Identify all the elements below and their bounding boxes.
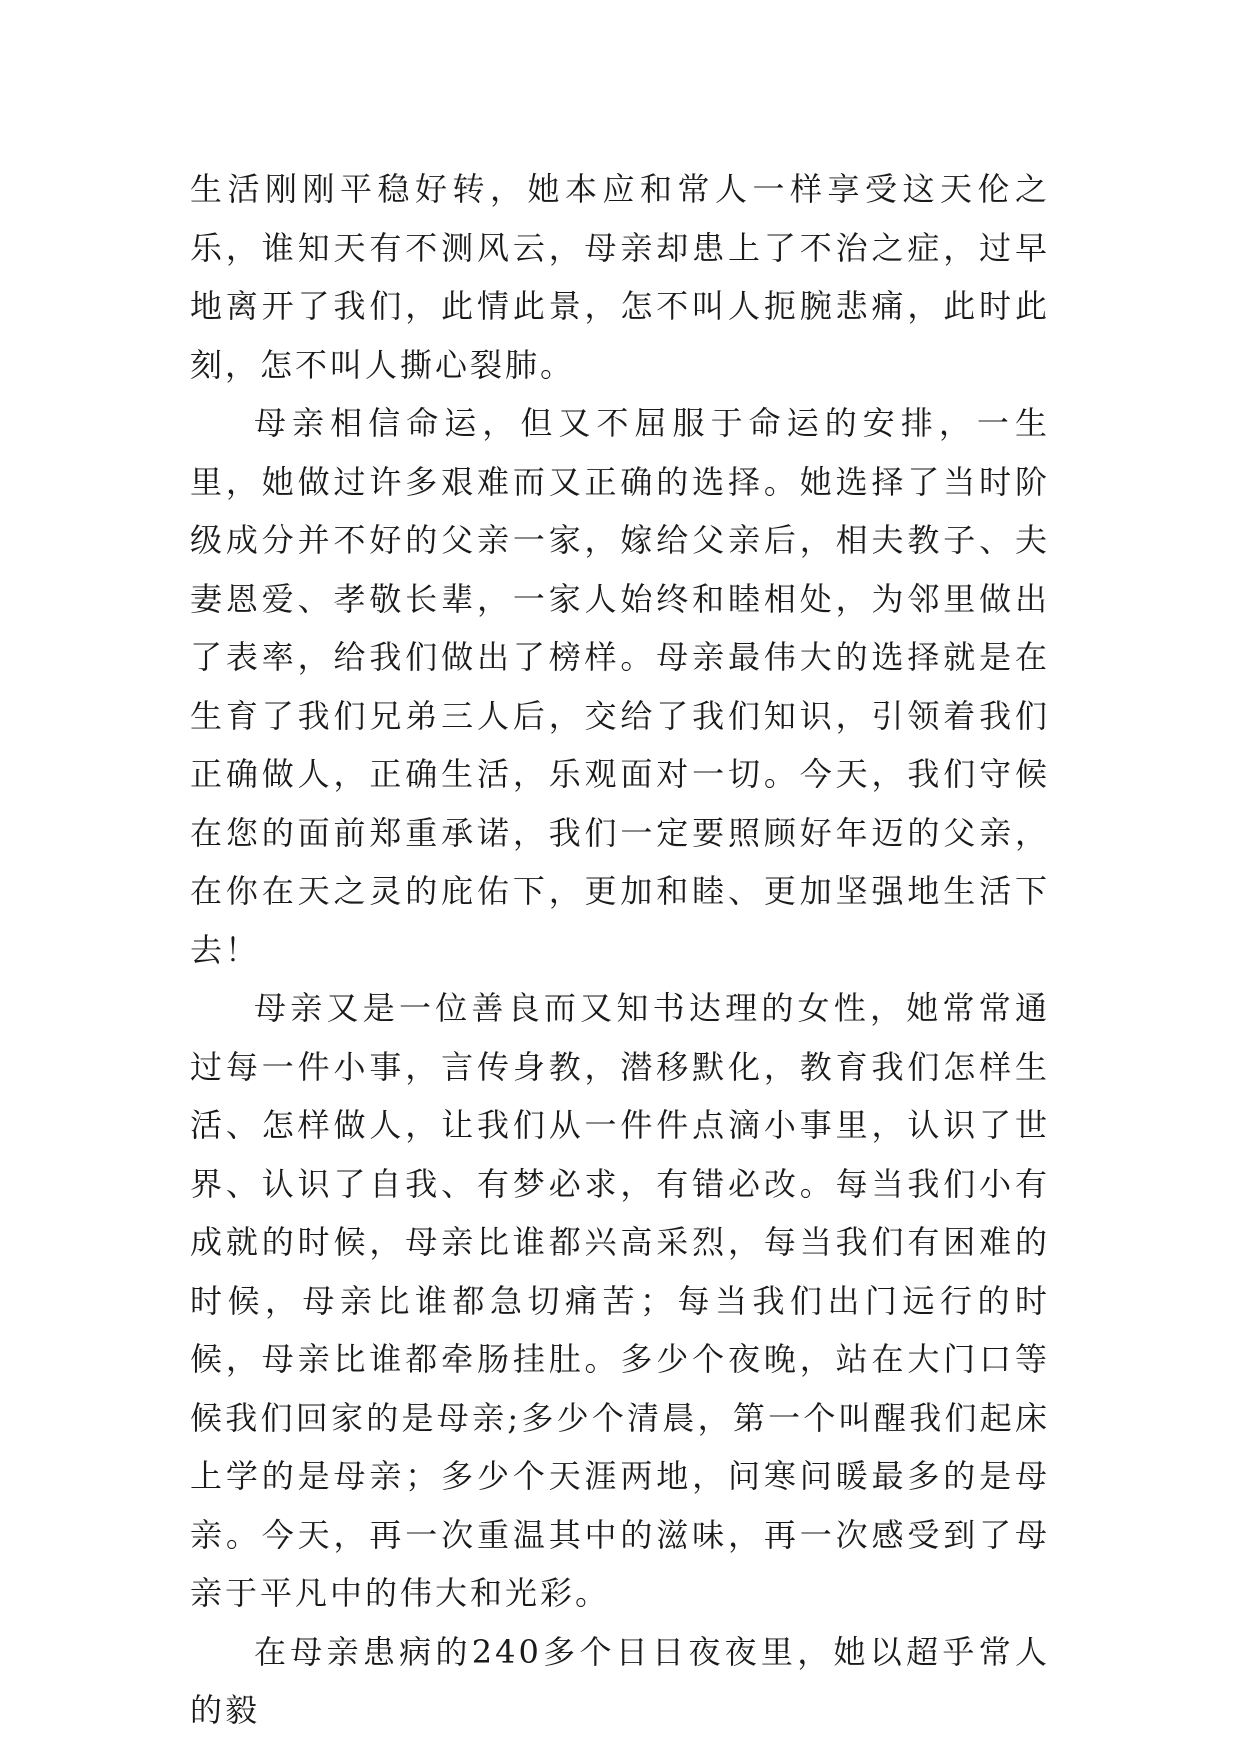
paragraph-1: 生活刚刚平稳好转，她本应和常人一样享受这天伦之乐，谁知天有不测风云，母亲却患上了不治之症，过早地离开了我们，此情此景，怎不叫人扼腕悲痛，此时此刻，怎不叫人撕心裂肺。	[190, 170, 1050, 384]
paragraph-3: 母亲又是一位善良而又知书达理的女性，她常常通过每一件小事，言传身教，潜移默化，教育我们怎样生活、怎样做人，让我们从一件件点滴小事里，认识了世界、认识了自我、有梦必求，有错必改。每当我们小有成就的时候，母亲比谁都兴高采烈，每当我们有困难的时候，母亲比谁都急切痛苦；每当我们出门远行的时候，母亲比谁都牵肠挂肚。多少个夜晚，站在大门口等候我们回家的是母亲;多少个清晨，第一个叫醒我们起床上学的是母亲；多少个天涯两地，问寒问暖最多的是母亲。今天，再一次重温其中的滋味，再一次感受到了母亲于平凡中的伟大和光彩。	[190, 989, 1050, 1612]
paragraph-4: 在母亲患病的240多个日日夜夜里，她以超乎常人的毅	[190, 1632, 1050, 1729]
body-text	[190, 160, 1050, 1740]
paragraph-2: 母亲相信命运，但又不屈服于命运的安排，一生里，她做过许多艰难而又正确的选择。她选择了当时阶级成分并不好的父亲一家，嫁给父亲后，相夫教子、夫妻恩爱、孝敬长辈，一家人始终和睦相处，为邻里做出了表率，给我们做出了榜样。母亲最伟大的选择就是在生育了我们兄弟三人后，交给了我们知识，引领着我们正确做人，正确生活，乐观面对一切。今天，我们守候在您的面前郑重承诺，我们一定要照顾好年迈的父亲，在你在天之灵的庇佑下，更加和睦、更加坚强地生活下去！	[190, 404, 1050, 969]
